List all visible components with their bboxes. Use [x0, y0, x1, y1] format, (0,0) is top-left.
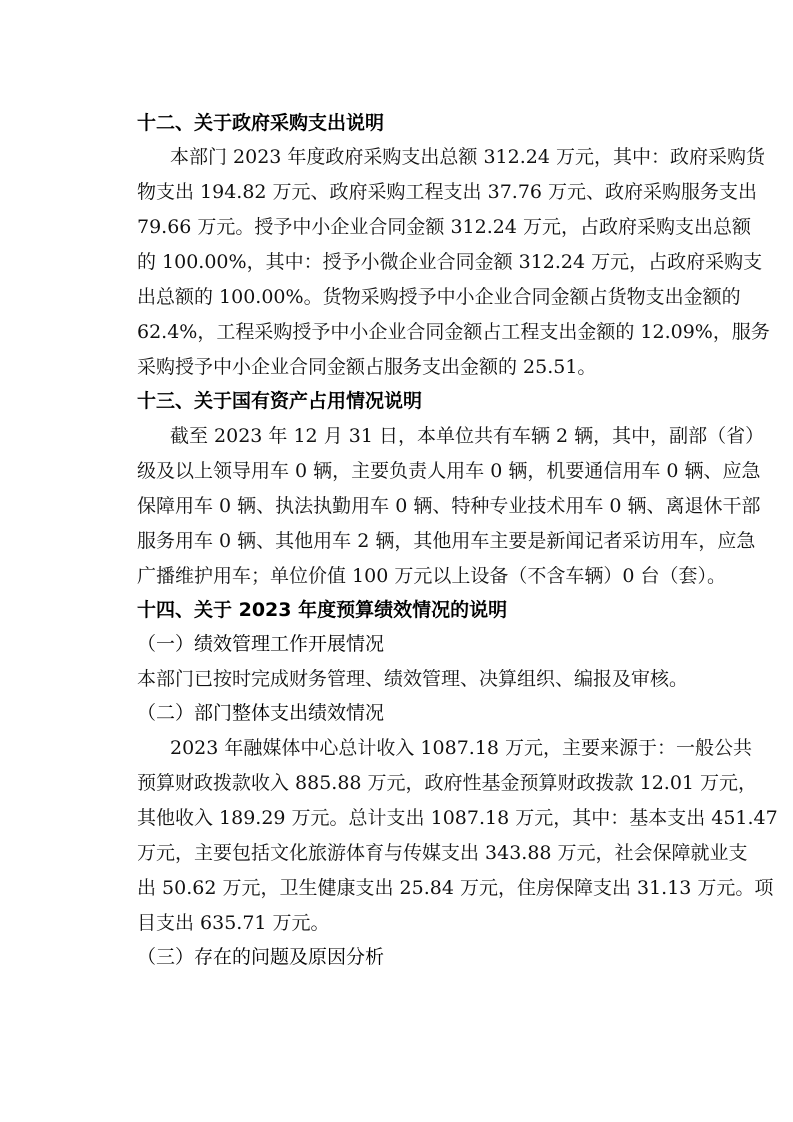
section-12-line-4 — [137, 249, 763, 275]
section-13-line-1-text: 截至 2023 年 12 月 31 日，本单位共有车辆 2 辆，其中，副部（省） — [170, 425, 765, 447]
section-12-line-6-text: 62.4%，工程采购授予中小企业合同金额占工程支出金额的 12.09%，服务 — [137, 321, 770, 343]
section-12-line-5-text: 出总额的 100.00%。货物采购授予中小企业合同金额占货物支出金额的 — [137, 286, 741, 308]
section-12-line-2 — [137, 179, 758, 205]
section-13-line-1 — [170, 423, 765, 449]
section-12-line-2-text: 物支出 194.82 万元、政府采购工程支出 37.76 万元、政府采购服务支出 — [137, 181, 758, 203]
section-12-line-5 — [137, 284, 741, 310]
section-14-sub2-line-4 — [137, 840, 748, 866]
section-12-line-7: 采购授予中小企业合同金额占服务支出金额的 25.51。 — [137, 356, 597, 378]
section-14-heading: 十四、关于 2023 年度预算绩效情况的说明 — [137, 599, 508, 621]
section-14-sub2-line-5-text: 出 50.62 万元，卫生健康支出 25.84 万元，住房保障支出 31.13 万元。项 — [137, 877, 774, 899]
section-14-sub3-title: （三）存在的问题及原因分析 — [137, 946, 385, 968]
section-14-sub2-line-1-text: 2023 年融媒体中心总计收入 1087.18 万元，主要来源于：一般公共 — [170, 737, 753, 759]
section-13-line-2 — [137, 458, 761, 484]
section-14-sub2-line-6: 目支出 635.71 万元。 — [137, 912, 330, 934]
section-12-line-3-text: 79.66 万元。授予中小企业合同金额 312.24 万元，占政府采购支出总额 — [137, 216, 751, 238]
section-14-sub2-line-2 — [137, 770, 758, 796]
section-13-line-4-text: 服务用车 0 辆、其他用车 2 辆，其他用车主要是新闻记者采访用车，应急 — [137, 530, 756, 552]
section-12-line-1 — [170, 144, 765, 170]
section-14-sub1-line-1: 本部门已按时完成财务管理、绩效管理、决算组织、编报及审核。 — [137, 668, 689, 690]
section-14-sub2-title: （二）部门整体支出绩效情况 — [137, 702, 385, 724]
section-14-sub2-line-4-text: 万元，主要包括文化旅游体育与传媒支出 343.88 万元，社会保障就业支 — [137, 842, 748, 864]
section-14-sub2-line-3 — [137, 805, 778, 831]
section-14-sub2-line-2-text: 预算财政拨款收入 885.88 万元，政府性基金预算财政拨款 12.01 万元， — [137, 772, 758, 794]
section-13-line-3-text: 保障用车 0 辆、执法执勤用车 0 辆、特种专业技术用车 0 辆、离退休干部 — [137, 495, 761, 517]
section-13-heading: 十三、关于国有资产占用情况说明 — [137, 390, 423, 412]
section-14-sub2-line-1 — [170, 735, 753, 761]
section-12-line-3 — [137, 214, 751, 240]
section-14-sub1-title: （一）绩效管理工作开展情况 — [137, 633, 385, 655]
section-12-line-4-text: 的 100.00%，其中：授予小微企业合同金额 312.24 万元，占政府采购支 — [137, 251, 763, 273]
section-12-heading: 十二、关于政府采购支出说明 — [137, 112, 385, 134]
section-14-sub2-line-3-text: 其他收入 189.29 万元。总计支出 1087.18 万元，其中：基本支出 451.47 — [137, 807, 778, 829]
section-14-sub2-line-5 — [137, 875, 774, 901]
section-13-line-5: 广播维护用车；单位价值 100 万元以上设备（不含车辆）0 台（套）。 — [137, 565, 726, 587]
section-12-line-1-text: 本部门 2023 年度政府采购支出总额 312.24 万元，其中：政府采购货 — [170, 146, 765, 168]
section-12-line-6 — [137, 319, 770, 345]
section-13-line-4 — [137, 528, 756, 554]
section-13-line-3 — [137, 493, 761, 519]
section-13-line-2-text: 级及以上领导用车 0 辆，主要负责人用车 0 辆，机要通信用车 0 辆、应急 — [137, 460, 761, 482]
